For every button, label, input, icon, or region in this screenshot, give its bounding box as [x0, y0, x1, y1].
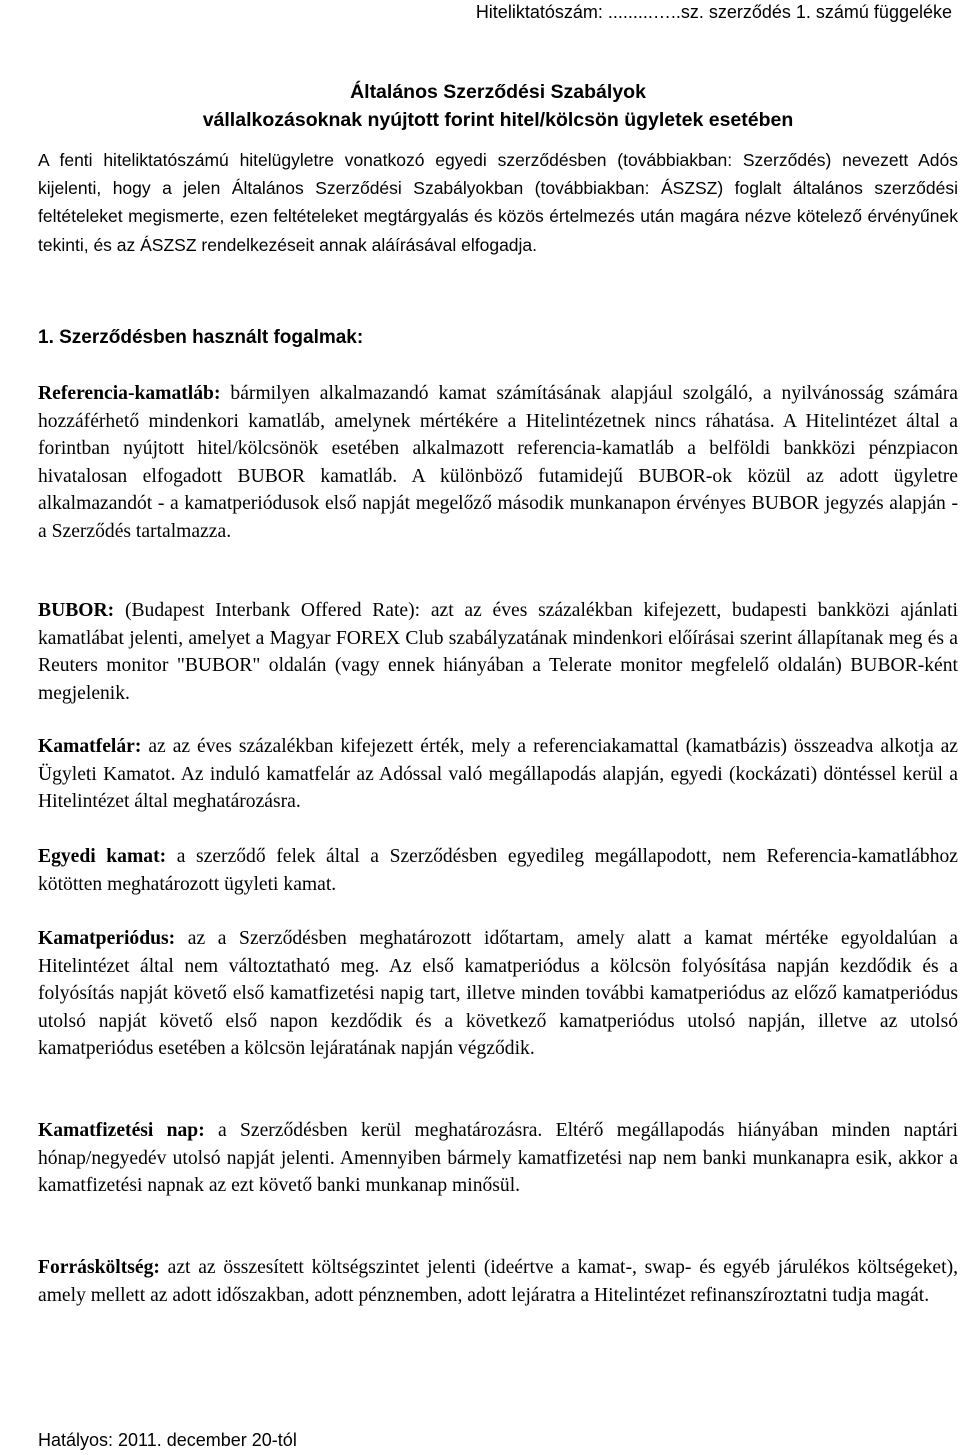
definition-term: Kamatperiódus:	[38, 928, 176, 949]
definition-text: az az éves százalékban kifejezett érték, mely a referenciakamattal (kamatbázis) összeadva alkotja az Ügyleti Kamatot. Az induló kamatfelár az Adóssal való megállapodás alapján, egyedi (kockázati) döntéssel kerül a Hitelintézet által meghatározásra.	[38, 736, 958, 812]
definition-text: bármilyen alkalmazandó kamat számításának alapjául szolgáló, a nyilvánosság számára hozzáférhető mindenkori kamatláb, amelynek mértékére a Hitelintézetnek nincs ráhatása. A Hitelintézet által a forintban nyújtott hitel/kölcsönök esetében alkalmazott referencia-kamatláb a belföldi bankközi pénzpiacon hivatalosan elfogadott BUBOR kamatláb. A különböző futamidejű BUBOR-ok közül az adott ügyletre alkalmazandót - a kamatperiódusok első napját megelőző második munkanapon érvényes BUBOR jegyzés alapján - a Szerződés tartalmazza.	[38, 383, 958, 542]
definition-kamatperiodus	[38, 925, 958, 1063]
definition-kamatfizetesi-nap	[38, 1117, 958, 1200]
definition-egyedi-kamat	[38, 843, 958, 898]
definition-text: a Szerződésben kerül meghatározásra. Eltérő megállapodás hiányában minden naptári hónap/negyedév utolsó napját jelenti. Amennyiben bármely kamatfizetési nap nem banki munkanapra esik, akkor a kamatfizetési napnak az ezt követő banki munkanap minősül.	[38, 1120, 958, 1196]
section-heading: 1. Szerződésben használt fogalmak:	[38, 327, 364, 348]
definition-term: Kamatfizetési nap:	[38, 1120, 205, 1141]
page-header: Hiteliktatószám: .........…..sz. szerződés 1. számú függeléke	[475, 2, 952, 22]
title-line-1: Általános Szerződési Szabályok	[350, 81, 646, 103]
definition-term: Forrásköltség:	[38, 1257, 160, 1278]
intro-paragraph: A fenti hiteliktatószámú hitelügyletre vonatkozó egyedi szerződésben (továbbiakban: Szerződés) nevezett Adós kijelenti, hogy a jelen Általános Szerződési Szabályokban (továbbiakban: ÁSZSZ) foglalt általános szerződési feltételeket megismerte, ezen feltételeket megtárgyalás és közös értelmezés után magára nézve kötelező érvényűnek tekinti, és az ÁSZSZ rendelkezéseit annak aláírásával elfogadja.	[38, 150, 958, 255]
definition-kamatfelar	[38, 733, 958, 816]
definition-bubor	[38, 597, 958, 707]
definition-referencia-kamatlab	[38, 380, 958, 545]
document-title	[38, 78, 958, 134]
definition-term: Kamatfelár:	[38, 736, 142, 757]
definition-text: (Budapest Interbank Offered Rate): azt az éves százalékban kifejezett, budapesti bankközi ajánlati kamatlábat jelenti, amelyet a Magyar FOREX Club szabályzatának mindenkori előírásai szerint állapítanak meg és a Reuters monitor "BUBOR" oldalán (vagy ennek hiányában a Telerate monitor megfelelő oldalán) BUBOR-ként megjelenik.	[38, 600, 958, 704]
definition-term: Referencia-kamatláb:	[38, 383, 221, 404]
title-line-2: vállalkozásoknak nyújtott forint hitel/kölcsön ügyletek esetében	[202, 109, 794, 131]
definition-term: Egyedi kamat:	[38, 846, 167, 867]
definition-forraskoltseg	[38, 1254, 958, 1309]
effective-date-footer: Hatályos: 2011. december 20-tól	[38, 1430, 297, 1450]
definition-text: a szerződő felek által a Szerződésben egyedileg megállapodott, nem Referencia-kamatlábhoz kötötten meghatározott ügyleti kamat.	[38, 846, 958, 895]
definition-text: azt az összesített költségszintet jelenti (ideértve a kamat-, swap- és egyéb járulékos költségeket), amely mellett az adott időszakban, adott pénznemben, adott lejáratra a Hitelintézet refinanszíroztatni tudja magát.	[38, 1257, 958, 1306]
definition-text: az a Szerződésben meghatározott időtartam, amely alatt a kamat mértéke egyoldalúan a Hitelintézet által nem változtatható meg. Az első kamatperiódus a kölcsön folyósítása napján kezdődik és a folyósítás napját követő első kamatfizetési napig tart, illetve minden további kamatperiódus az előző kamatperiódus utolsó napját követő első napon kezdődik és a következő kamatperiódus utolsó napján, illetve az utolsó kamatperiódus esetében a kölcsön lejáratának napján végződik.	[38, 928, 958, 1059]
definition-term: BUBOR:	[38, 600, 115, 621]
